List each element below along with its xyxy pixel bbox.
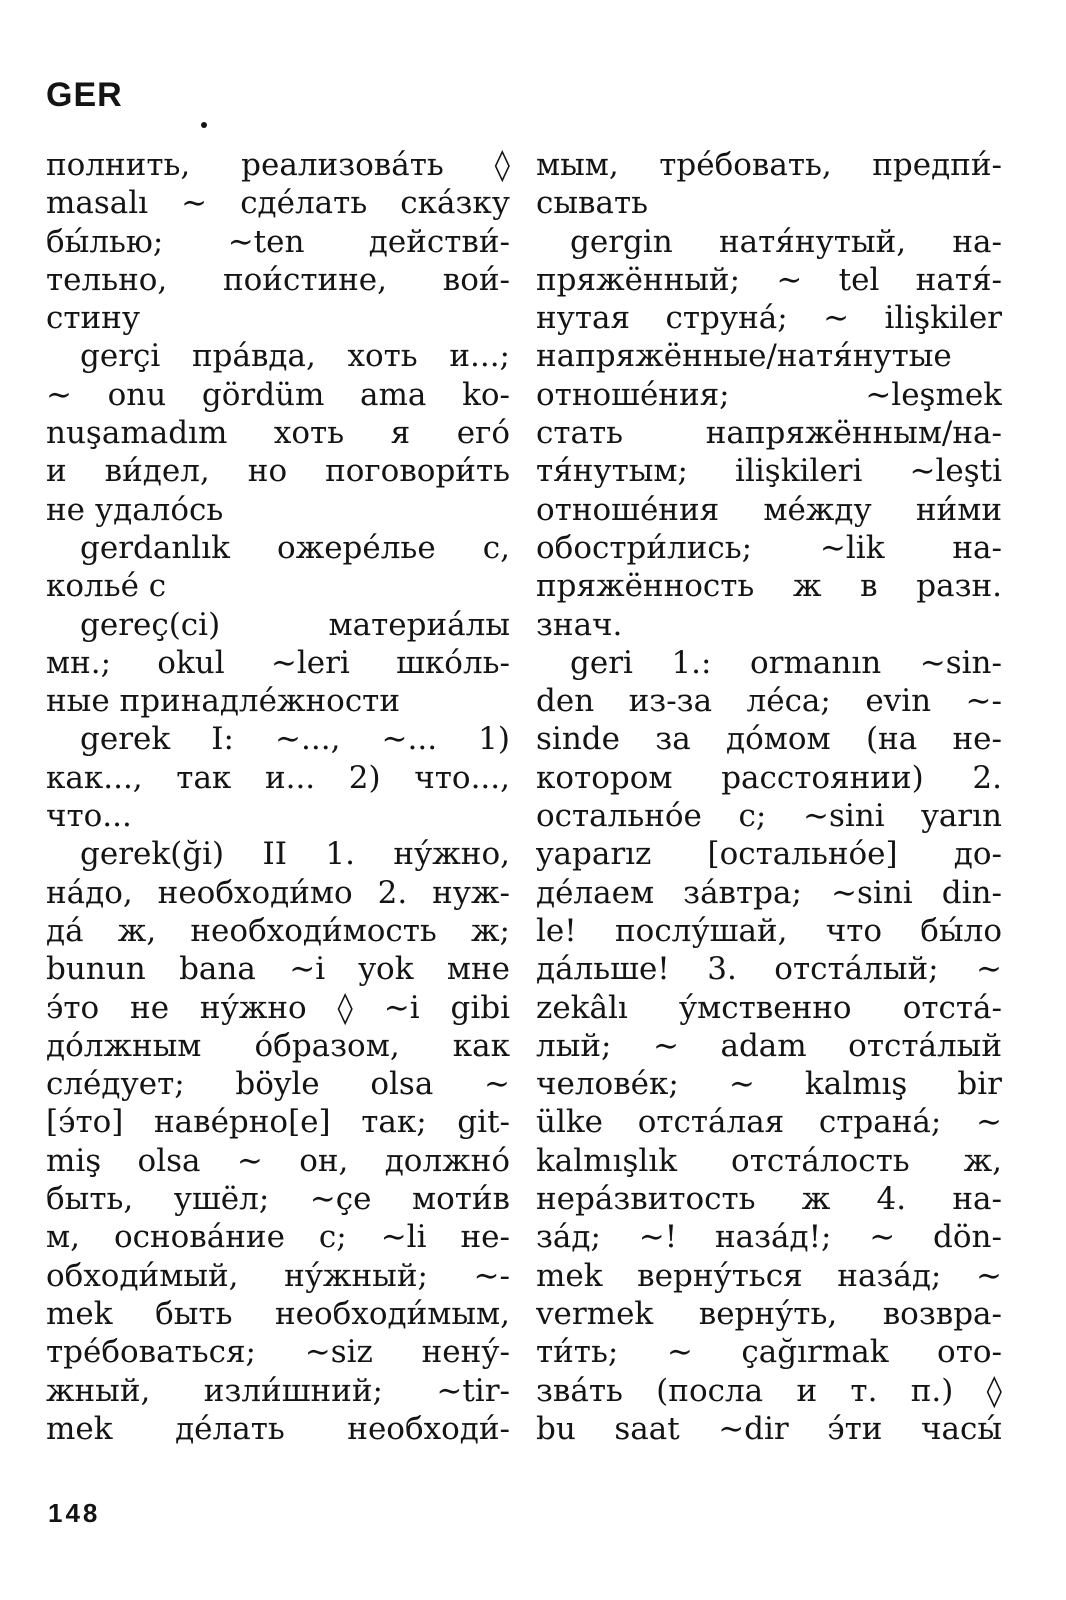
right-line: зва́ть (посла и т. п.) ◊: [536, 1372, 1002, 1409]
left-line: как..., так и... 2) что...,: [46, 759, 510, 796]
left-line: до́лжным о́бразом, как: [46, 1027, 510, 1064]
entry-gerdanlik: gerdanlık ожере́лье с,: [80, 529, 510, 566]
left-line: что...: [46, 798, 132, 835]
right-line: де́лаем за́втра; ∼sini din-: [536, 874, 1002, 911]
left-line: колье́ с: [46, 568, 167, 605]
right-line: kalmışlık отста́лость ж,: [536, 1142, 1002, 1179]
left-line: и ви́дел, но поговори́ть: [46, 453, 510, 490]
right-line: напряжённые/натя́нутые: [536, 338, 952, 375]
right-line: le! послу́шай, что бы́ло: [536, 912, 1002, 949]
left-line: ные принадле́жности: [46, 683, 400, 720]
entry-gerec: gereç(ci) материа́лы: [80, 606, 510, 643]
right-line: mek верну́ться наза́д; ∼: [536, 1257, 1002, 1294]
entry-gerci: gerçi пра́вда, хоть и...;: [80, 338, 510, 375]
left-line: mek де́лать необходи́-: [46, 1410, 510, 1447]
left-line: обходи́мый, ну́жный; ∼-: [46, 1257, 510, 1294]
left-column: [46, 146, 510, 1448]
right-column: [536, 146, 1002, 1448]
right-line: пряжённость ж в разн.: [536, 568, 1002, 605]
right-line: yaparız [остально́е] до-: [536, 836, 1002, 873]
right-line: отноше́ния ме́жду ни́ми: [536, 491, 1002, 528]
right-line: отноше́ния; ∼leşmek: [536, 376, 1002, 413]
right-line: ülke отста́лая страна́; ∼: [536, 1104, 1002, 1141]
entry-geri: geri 1.: ormanın ∼sin-: [570, 644, 1002, 681]
right-line: лый; ∼ adam отста́лый: [536, 1027, 1002, 1064]
entry-gerek-ii: gerek(ği) II 1. ну́жно,: [80, 836, 510, 873]
entry-gerek-i: gerek I: ∼..., ∼... 1): [80, 721, 510, 758]
right-line: vermek верну́ть, возвра-: [536, 1295, 1002, 1332]
left-line: э́то не ну́жно ◊ ∼i gibi: [46, 989, 510, 1026]
right-line: мым, тре́бовать, предпи́-: [536, 147, 1002, 183]
right-line: за́д; ∼! наза́д!; ∼ dön-: [536, 1219, 1002, 1256]
right-line: котором расстоянии) 2.: [536, 759, 1002, 796]
right-line: челове́к; ∼ kalmış bir: [536, 1066, 1002, 1103]
right-line: zekâlı у́мственно отста́-: [536, 989, 1002, 1026]
left-line: masalı ∼ сде́лать ска́зку: [46, 185, 510, 222]
left-line: mek быть необходи́мым,: [46, 1295, 510, 1332]
left-line: полнить, реализова́ть ◊: [46, 147, 510, 183]
left-line: ∼ onu gördüm ama ko-: [46, 376, 510, 413]
left-line: бы́лью; ∼ten действи́-: [46, 223, 510, 260]
right-line: стать напряжённым/на-: [536, 415, 1002, 452]
right-line: да́льше! 3. отста́лый; ∼: [536, 951, 1002, 988]
right-line: тя́нутым; ilişkileri ∼leşti: [536, 453, 1002, 490]
left-line: сле́дует; böyle olsa ∼: [46, 1066, 510, 1103]
left-line: мн.; okul ∼leri шко́ль-: [46, 644, 510, 681]
left-line: bunun bana ∼i yok мне: [46, 951, 510, 988]
entry-gergin: gergin натя́нутый, на-: [570, 223, 1002, 260]
right-line: остально́е с; ∼sini yarın: [536, 798, 1002, 835]
left-line: жный, изли́шний; ∼tir-: [46, 1372, 510, 1409]
left-line: стину: [46, 300, 141, 337]
left-line: [э́то] наве́рно[е] так; git-: [46, 1104, 510, 1141]
left-line: тельно, пои́стине, вои́-: [46, 261, 510, 298]
left-line: тре́боваться; ∼siz нену́-: [46, 1334, 510, 1371]
left-line: miş olsa ∼ он, должно́: [46, 1142, 510, 1179]
right-line: sinde за до́мом (на не-: [536, 721, 1002, 758]
right-line: знач.: [536, 606, 623, 643]
left-line: nuşamadım хоть я его́: [46, 415, 510, 452]
running-head: GER: [46, 76, 123, 114]
right-line: обостри́лись; ∼lik на-: [536, 529, 1002, 566]
right-line: bu saat ∼dir э́ти часы́: [536, 1410, 1002, 1447]
print-speck: [201, 122, 207, 128]
left-line: быть, ушёл; ∼çe моти́в: [46, 1181, 510, 1218]
page-number: 148: [48, 1498, 101, 1528]
right-line: нера́звитость ж 4. на-: [536, 1181, 1002, 1218]
left-line: на́до, необходи́мо 2. нуж-: [46, 874, 510, 911]
right-line: den из-за ле́са; evin ∼-: [536, 683, 1002, 720]
left-line: м, основа́ние с; ∼li не-: [46, 1219, 510, 1256]
right-line: ти́ть; ∼ çağırmak ото-: [536, 1334, 1002, 1371]
right-line: пряжённый; ∼ tel натя́-: [536, 261, 1002, 298]
right-line: нутая струна́; ∼ ilişkiler: [536, 300, 1002, 337]
left-line: не удало́сь: [46, 491, 224, 528]
right-line: сывать: [536, 185, 648, 222]
left-line: да́ ж, необходи́мость ж;: [46, 912, 510, 949]
